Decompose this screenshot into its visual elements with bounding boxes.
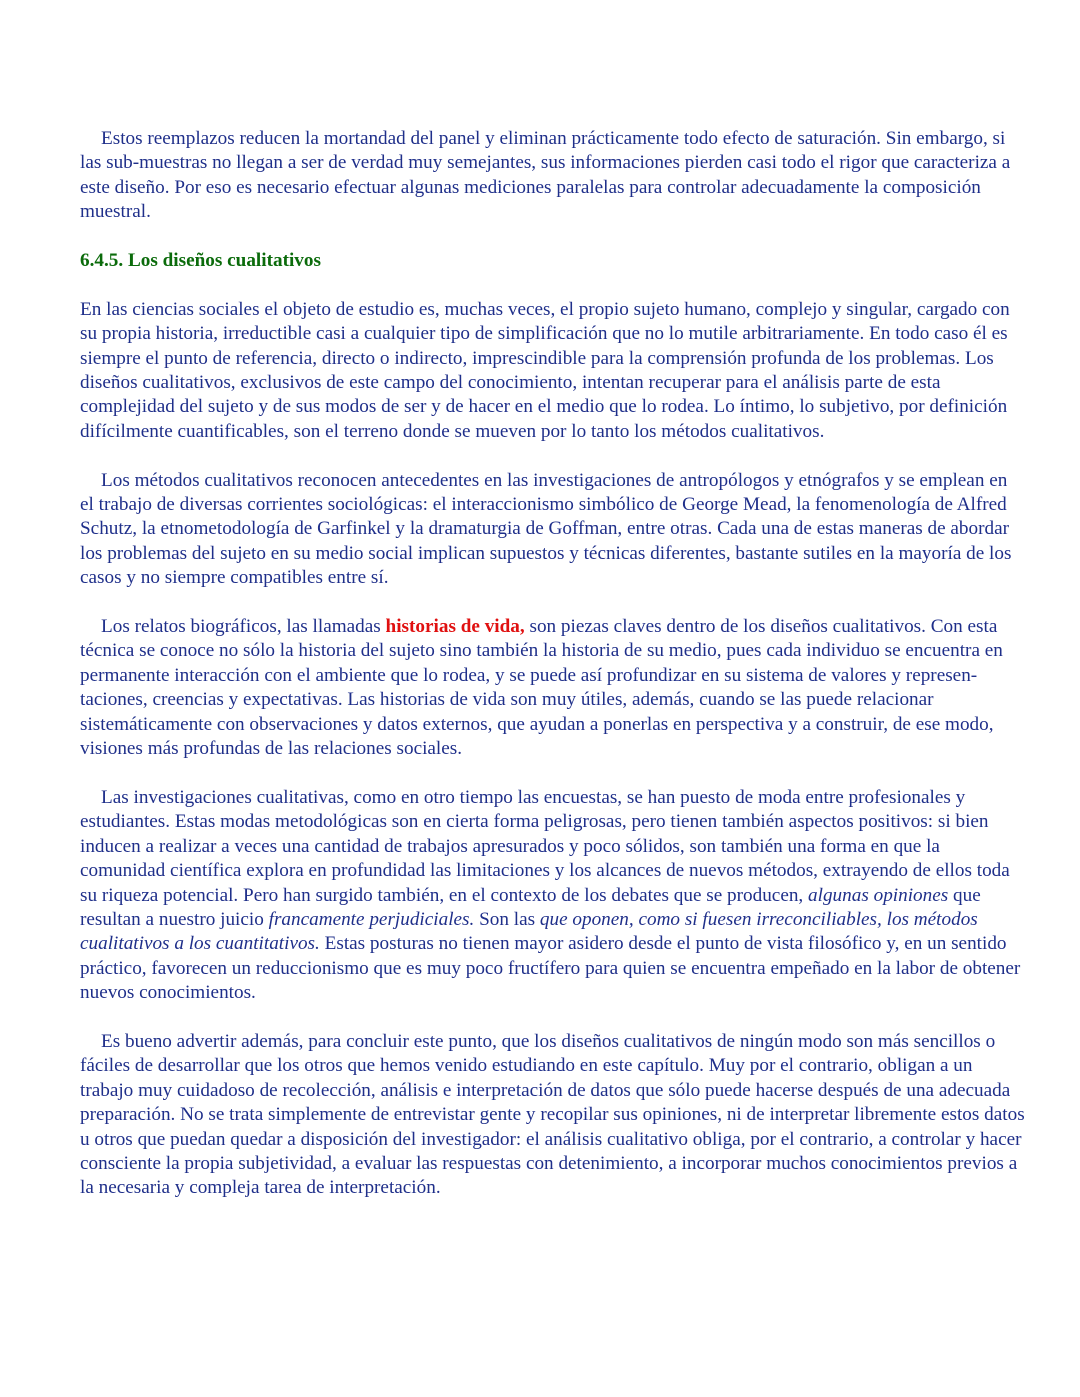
fashion-text-a: Las investigaciones cualitativas, como en otro tiempo las encuestas, se han puesto de moda entre profesionales y estudiantes. Estas modas metodológicas son en cierta forma peligrosas, pero tienen también aspectos positivos: si bien inducen a realizar a veces una cantidad de trabajos apresurados y poco sólidos, son también una forma en que la comunidad científica explora en profundidad las limitaciones y los alcances de nuevos métodos, extrayendo de ellos toda su riqueza potencial. Pero han surgido también, en el contexto de los debates que se producen,: [80, 786, 1010, 906]
life-histories-highlight: historias de vida,: [385, 616, 525, 638]
document-page: [80, 127, 1025, 1225]
section-heading: 6.4.5. Los diseños cualitativos: [80, 250, 321, 272]
fashion-text-c: Son las: [474, 908, 540, 930]
paragraph-social-sciences: En las ciencias sociales el objeto de estudio es, muchas veces, el propio sujeto humano, complejo y singular, cargado con su propia historia, irreductible casi a cualquier tipo de simplificación que no lo mutile arbitrariamente. En todo caso él es siempre el punto de referencia, directo o indirecto, imprescindible para la comprensión profunda de los problemas. Los diseños cualitativos, exclusivos de este campo del conocimiento, intentan recuperar para el análisis parte de esta complejidad del sujeto y de sus modos de ser y de hacer en el medio que lo rodea. Lo íntimo, lo subjetivo, por definición difícilmente cuantificables, son el terreno donde se mueven por lo tanto los métodos cualitativos.: [80, 298, 1010, 442]
fashion-text-b: que resultan a nuestro juicio: [80, 884, 981, 930]
paragraph-panel-replacements: Estos reemplazos reducen la mortandad del panel y eliminan prácticamente todo efecto de saturación. Sin embargo, si las sub-muestras no llegan a ser de verdad muy semejantes, sus informaciones pierden casi todo el rigor que caracteriza a este diseño. Por eso es necesario efectuar algunas mediciones paralelas para controlar adecuadamente la composición muestral.: [80, 128, 1011, 223]
fashion-italic-opinions: algunas opiniones: [808, 884, 949, 906]
fashion-text-d: Estas posturas no tienen mayor asidero desde el punto de vista filosófico y, en un sentido práctico, favorecen un reduccionismo que es muy poco fructífero para quien se encuentra empeñado en la labor de obtener nuevos conocimientos.: [80, 933, 1021, 1004]
paragraph-conclusion: Es bueno advertir además, para concluir este punto, que los diseños cualitativos de ningún modo son más sencillos o fáciles de desarrollar que los otros que hemos venido estudiando en este capítulo. Muy por el contrario, obligan a un trabajo muy cuidadoso de recolección, análisis e interpretación de datos que sólo puede hacerse después de una adecuada preparación. No se trata simplemente de entrevistar gente y recopilar sus opiniones, ni de interpretar libremente estos datos u otros que puedan quedar a disposición del investigador: el análisis cualitativo obliga, por el contrario, a controlar y hacer consciente la propia subjetividad, a evaluar las respuestas con detenimiento, a incorporar muchos conocimientos previos a la necesaria y compleja tarea de interpretación.: [80, 1030, 1025, 1199]
paragraph-qualitative-methods: Los métodos cualitativos reconocen antecedentes en las investigaciones de antropólogos y etnógrafos y se emplean en el trabajo de diversas corrientes sociológicas: el interaccionismo simbólico de George Mead, la fenomenología de Alfred Schutz, la etnometodología de Garfinkel y la dramaturgia de Goffman, entre otras. Cada una de estas maneras de abordar los problemas del sujeto en su medio social implican supuestos y técnicas diferentes, bastante sutiles en la mayoría de los casos y no siempre compatibles entre sí.: [80, 469, 1012, 589]
fashion-italic-harmful: francamente perjudiciales.: [268, 908, 475, 930]
paragraph-life-histories: [80, 615, 1025, 761]
life-histories-text-end: son piezas claves dentro de los diseños cualitativos. Con esta técnica se conoce no sólo la historia del sujeto sino también la historia de su medio, pues cada individuo se encuentra en permanente interacción con el ambiente que lo rodea, y se puede así profundizar en su sistema de valores y represen- taciones, creencias y expectativas. Las historias de vida son muy útiles, además, cuando se las puede relacionar sistemáticamente con observaciones y datos externos, que ayudan a ponerlas en perspectiva y a construir, de ese modo, visiones más profundas de las relaciones sociales.: [80, 616, 1003, 760]
life-histories-text-start: Los relatos biográficos, las llamadas: [101, 616, 386, 638]
paragraph-qualitative-fashion: [80, 786, 1025, 1006]
fashion-italic-oppose: que oponen, como si fuesen irreconciliables, los métodos cualitativos a los cuantitativos.: [80, 908, 978, 955]
